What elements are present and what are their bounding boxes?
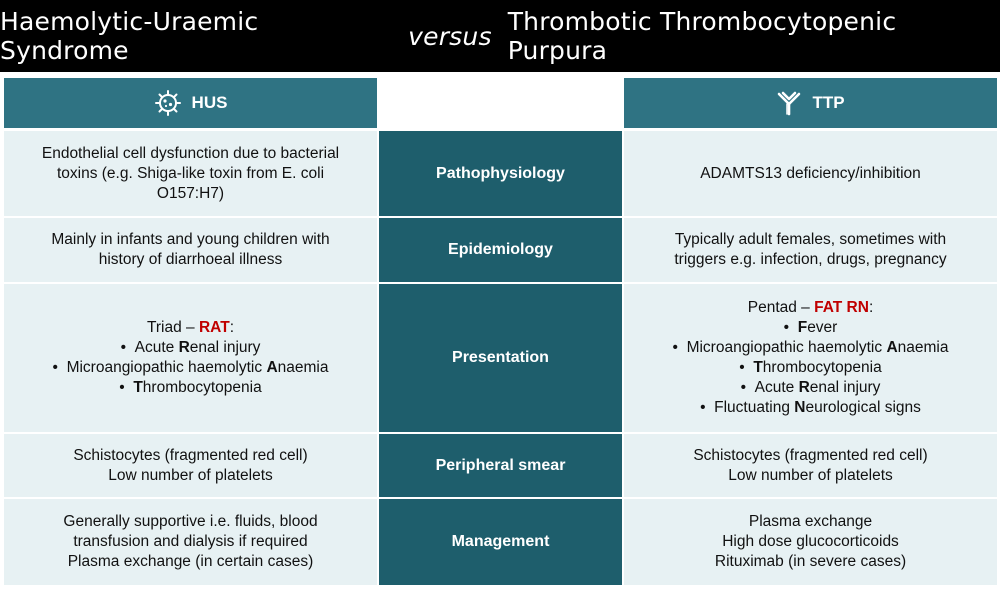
hus-presentation xyxy=(4,284,377,432)
row-label-text: Presentation xyxy=(452,349,549,366)
list-item xyxy=(700,398,921,418)
colon: : xyxy=(868,299,874,316)
page-title xyxy=(0,0,1000,72)
row-label-text: Pathophysiology xyxy=(436,164,565,182)
bullet: • xyxy=(783,319,790,336)
item-pre: Acute xyxy=(754,379,799,396)
ttp-epidemiology xyxy=(624,218,997,282)
bullet: • xyxy=(739,359,745,376)
bullet: • xyxy=(119,379,125,396)
item-pre: Microangiopathic haemolytic xyxy=(66,359,267,376)
antibody-icon xyxy=(776,90,802,116)
item-key-letter: R xyxy=(178,339,190,356)
item-post: naemia xyxy=(277,359,329,376)
row-label-text: Peripheral smear xyxy=(435,456,566,474)
list-item xyxy=(739,358,881,378)
row-label-epidemiology xyxy=(379,218,622,282)
item-key-letter: T xyxy=(133,379,143,396)
list-item xyxy=(784,318,838,338)
row-label-pathophysiology xyxy=(379,131,622,216)
ttp-pathophysiology xyxy=(624,131,997,216)
row-label-text: Management xyxy=(451,533,550,550)
pentad-intro xyxy=(748,298,874,318)
ttp-peripheral-smear xyxy=(624,434,997,497)
bacterium-icon xyxy=(154,89,182,117)
text-line: Endothelial cell dysfunction due to bacterial xyxy=(41,144,340,162)
list-item xyxy=(119,378,261,398)
list-item xyxy=(741,378,881,398)
bullet: • xyxy=(52,359,58,376)
title-versus: versus xyxy=(408,21,492,51)
text-line: Mainly in infants and young children with xyxy=(51,231,330,248)
list-item xyxy=(53,358,329,378)
item-pre: Acute xyxy=(134,339,179,356)
mnemonic-rat: RAT xyxy=(198,319,230,336)
item-key-letter: R xyxy=(798,379,810,396)
text-line: Schistocytes (fragmented red cell) xyxy=(693,446,928,464)
row-label-presentation xyxy=(379,284,622,432)
text-line: Low number of platelets xyxy=(108,466,273,484)
comparison-table xyxy=(0,72,1000,592)
item-post: enal injury xyxy=(809,379,881,396)
item-key-letter: A xyxy=(266,359,278,376)
item-post: hrombocytopenia xyxy=(762,359,882,376)
row-label-peripheral-smear xyxy=(379,434,622,497)
item-pre: Microangiopathic haemolytic xyxy=(686,339,887,356)
hus-epidemiology xyxy=(4,218,377,282)
text-line: transfusion and dialysis if required xyxy=(73,533,308,550)
item-post: naemia xyxy=(897,339,949,356)
ttp-presentation xyxy=(624,284,997,432)
text-line: Low number of platelets xyxy=(728,466,893,484)
triad-intro xyxy=(147,318,234,338)
list-item xyxy=(673,338,949,358)
text-line: Generally supportive i.e. fluids, blood xyxy=(63,513,318,530)
text-line: triggers e.g. infection, drugs, pregnancy xyxy=(674,251,947,268)
item-key-letter: A xyxy=(886,339,898,356)
ttp-header xyxy=(624,78,997,128)
item-post: eurological signs xyxy=(805,399,921,416)
item-key-letter: T xyxy=(753,359,763,376)
colon: : xyxy=(229,319,234,336)
item-key-letter: F xyxy=(797,319,808,336)
item-post: hrombocytopenia xyxy=(142,379,262,396)
item-key-letter: N xyxy=(794,399,806,416)
title-part2: Thrombotic Thrombocytopenic Purpura xyxy=(507,7,897,65)
bullet: • xyxy=(740,379,746,396)
text-line: Plasma exchange (in certain cases) xyxy=(67,553,314,570)
mnemonic-fat-rn: FAT RN xyxy=(814,299,869,316)
text-line: High dose glucocorticoids xyxy=(722,533,899,550)
text-line: Rituximab (in severe cases) xyxy=(714,553,907,570)
bullet: • xyxy=(120,339,126,356)
hus-header-label: HUS xyxy=(191,93,228,112)
text-line: Plasma exchange xyxy=(748,513,873,530)
bullet: • xyxy=(700,399,706,416)
list-item xyxy=(121,338,261,358)
text-line: Schistocytes (fragmented red cell) xyxy=(73,446,308,464)
row-label-text: Epidemiology xyxy=(448,241,553,258)
text-line: ADAMTS13 deficiency/inhibition xyxy=(700,164,921,182)
hus-peripheral-smear xyxy=(4,434,377,497)
text-line: Typically adult females, sometimes with xyxy=(674,231,947,248)
hus-header xyxy=(4,78,377,128)
ttp-header-label: TTP xyxy=(812,93,845,112)
ttp-management xyxy=(624,499,997,585)
hus-pathophysiology xyxy=(4,131,377,216)
intro-text: Triad – xyxy=(146,319,199,336)
text-line: toxins (e.g. Shiga-like toxin from E. coli xyxy=(56,164,325,182)
hus-management xyxy=(4,499,377,585)
intro-text: Pentad – xyxy=(747,299,815,316)
row-label-management xyxy=(379,499,622,585)
item-post: enal injury xyxy=(189,339,261,356)
title-part1: Haemolytic-Uraemic Syndrome xyxy=(0,7,259,65)
text-line: history of diarrhoeal illness xyxy=(98,251,283,268)
item-post: ever xyxy=(807,319,838,336)
bullet: • xyxy=(672,339,678,356)
text-line: O157:H7) xyxy=(156,184,225,202)
item-pre: Fluctuating xyxy=(714,399,795,416)
